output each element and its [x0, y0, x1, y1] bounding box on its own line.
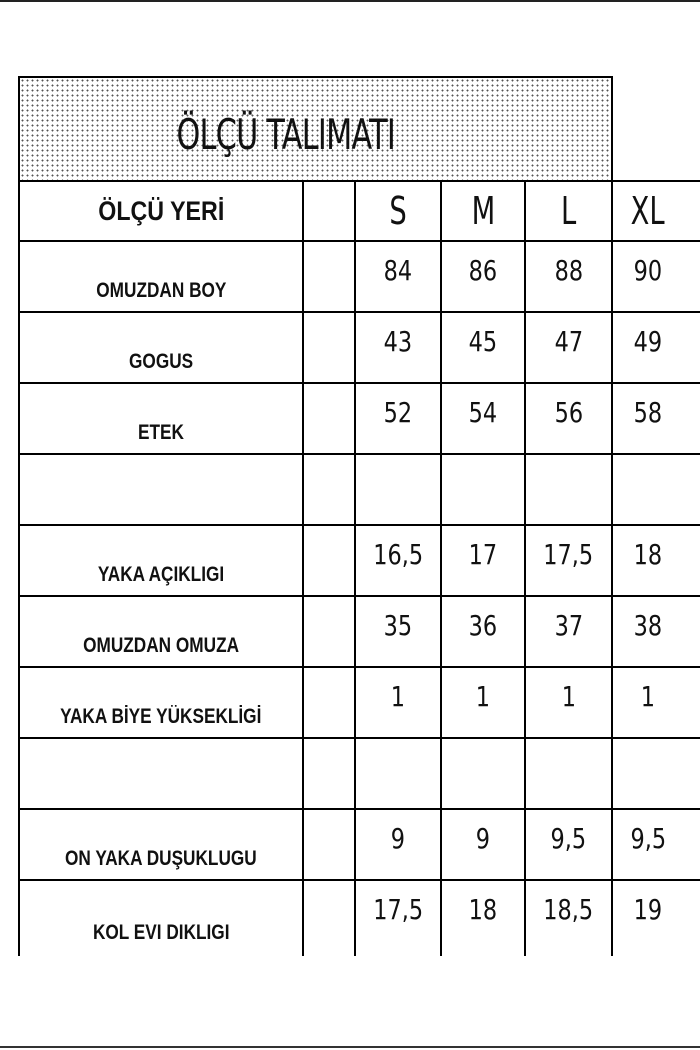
measurement-point-header: ÖLÇÜ YERİ: [97, 195, 225, 226]
measurement-value: 18: [633, 538, 663, 571]
measurement-value: 17: [468, 538, 498, 571]
chart-title: ÖLÇÜ TALIMATI: [176, 109, 395, 159]
measurement-value: 38: [633, 609, 663, 642]
value-cell-xl: [613, 384, 683, 453]
value-cell-s: [356, 313, 440, 382]
header-label-cell: [20, 182, 302, 240]
measurement-value: 47: [554, 325, 583, 358]
measurement-label-cell: [20, 526, 302, 595]
measurement-value: 18: [468, 893, 498, 926]
value-cell-l: [526, 455, 611, 524]
measurement-value: 17,5: [543, 538, 594, 571]
table-horizontal-rule: [18, 453, 700, 455]
measurement-value: 17,5: [373, 893, 423, 926]
value-cell-xl: [613, 313, 683, 382]
size-header-s: [356, 182, 440, 240]
measurement-label: ON YAKA DUŞUKLUGU: [65, 847, 257, 870]
measurement-label-cell: [20, 384, 302, 453]
title-banner: [20, 78, 611, 180]
measurement-label-cell: [20, 668, 302, 737]
value-cell-xl: [613, 526, 683, 595]
measurement-value: 43: [383, 325, 413, 358]
value-cell-xl: [613, 597, 683, 666]
value-cell-m: [442, 739, 524, 808]
value-cell-l: [526, 810, 611, 879]
value-cell-l: [526, 881, 611, 953]
value-cell-xl: [613, 242, 683, 311]
measurement-label-cell: [20, 881, 302, 953]
value-cell-s: [356, 455, 440, 524]
table-horizontal-rule: [18, 382, 700, 384]
value-cell-l: [526, 384, 611, 453]
table-horizontal-rule: [18, 666, 700, 668]
measurement-value: 49: [633, 325, 663, 358]
value-cell-m: [442, 384, 524, 453]
table-vertical-rule: [440, 180, 442, 956]
value-cell-m: [442, 242, 524, 311]
top-border-line: [0, 0, 700, 2]
table-horizontal-rule: [18, 879, 700, 881]
measurement-value: 37: [554, 609, 583, 642]
value-cell-m: [442, 881, 524, 953]
measurement-label-cell: [20, 739, 302, 808]
value-cell-l: [526, 739, 611, 808]
value-cell-xl: [613, 668, 683, 737]
measurement-value: 90: [633, 254, 663, 287]
table-horizontal-rule: [18, 240, 700, 242]
table-horizontal-rule: [18, 180, 700, 182]
measurement-value: 54: [468, 396, 498, 429]
measurement-label-cell: [20, 313, 302, 382]
table-vertical-rule: [611, 76, 613, 956]
value-cell-s: [356, 668, 440, 737]
value-cell-s: [356, 810, 440, 879]
size-label-s: S: [389, 189, 407, 233]
size-chart-table: [18, 76, 700, 958]
measurement-value: 36: [468, 609, 498, 642]
value-cell-xl: [613, 739, 683, 808]
measurement-label: KOL EVI DIKLIGI: [92, 921, 230, 944]
value-cell-xl: [613, 881, 683, 953]
measurement-label: YAKA BİYE YÜKSEKLİGİ: [60, 705, 262, 728]
measurement-value: 16,5: [373, 538, 423, 571]
size-label-l: L: [560, 189, 577, 233]
table-horizontal-rule: [18, 595, 700, 597]
table-vertical-rule: [354, 180, 356, 956]
size-label-m: M: [471, 189, 495, 233]
table-horizontal-rule: [18, 524, 700, 526]
measurement-label-cell: [20, 597, 302, 666]
value-cell-s: [356, 881, 440, 953]
measurement-value: 1: [475, 680, 491, 713]
value-cell-l: [526, 668, 611, 737]
measurement-value: 9: [390, 822, 406, 855]
value-cell-m: [442, 810, 524, 879]
measurement-label: YAKA AÇIKLIGI: [97, 563, 225, 586]
value-cell-l: [526, 597, 611, 666]
measurement-value: 1: [561, 680, 576, 713]
value-cell-l: [526, 313, 611, 382]
measurement-value: 1: [390, 680, 406, 713]
measurement-label: OMUZDAN OMUZA: [83, 634, 239, 657]
measurement-label: ETEK: [138, 421, 184, 444]
measurement-label: GOGUS: [128, 350, 194, 373]
measurement-value: 56: [554, 396, 583, 429]
value-cell-l: [526, 242, 611, 311]
measurement-label: OMUZDAN BOY: [95, 279, 227, 302]
value-cell-l: [526, 526, 611, 595]
measurement-value: 35: [383, 609, 413, 642]
measurement-value: 86: [468, 254, 498, 287]
size-header-l: [526, 182, 611, 240]
value-cell-xl: [613, 810, 683, 879]
value-cell-xl: [613, 455, 683, 524]
table-horizontal-rule: [18, 737, 700, 739]
value-cell-s: [356, 739, 440, 808]
measurement-value: 19: [633, 893, 663, 926]
bottom-border-line: [0, 1046, 700, 1048]
measurement-value: 9: [475, 822, 491, 855]
value-cell-s: [356, 242, 440, 311]
measurement-value: 84: [383, 254, 413, 287]
size-header-xl: [613, 182, 683, 240]
value-cell-m: [442, 455, 524, 524]
measurement-value: 18,5: [543, 893, 594, 926]
measurement-value: 88: [554, 254, 583, 287]
size-header-m: [442, 182, 524, 240]
table-horizontal-rule: [18, 808, 700, 810]
table-horizontal-rule: [18, 76, 613, 78]
table-vertical-rule: [302, 180, 304, 956]
value-cell-m: [442, 597, 524, 666]
value-cell-m: [442, 526, 524, 595]
measurement-label-cell: [20, 810, 302, 879]
measurement-value: 58: [633, 396, 663, 429]
measurement-label-cell: [20, 242, 302, 311]
value-cell-m: [442, 313, 524, 382]
measurement-value: 52: [383, 396, 413, 429]
value-cell-m: [442, 668, 524, 737]
value-cell-s: [356, 384, 440, 453]
table-vertical-rule: [524, 180, 526, 956]
value-cell-s: [356, 526, 440, 595]
table-horizontal-rule: [18, 311, 700, 313]
measurement-value: 9,5: [550, 822, 587, 855]
measurement-value: 45: [468, 325, 498, 358]
value-cell-s: [356, 597, 440, 666]
measurement-value: 9,5: [630, 822, 666, 855]
measurement-value: 1: [640, 680, 656, 713]
table-vertical-rule: [18, 76, 20, 956]
size-label-xl: XL: [630, 189, 665, 233]
measurement-label-cell: [20, 455, 302, 524]
